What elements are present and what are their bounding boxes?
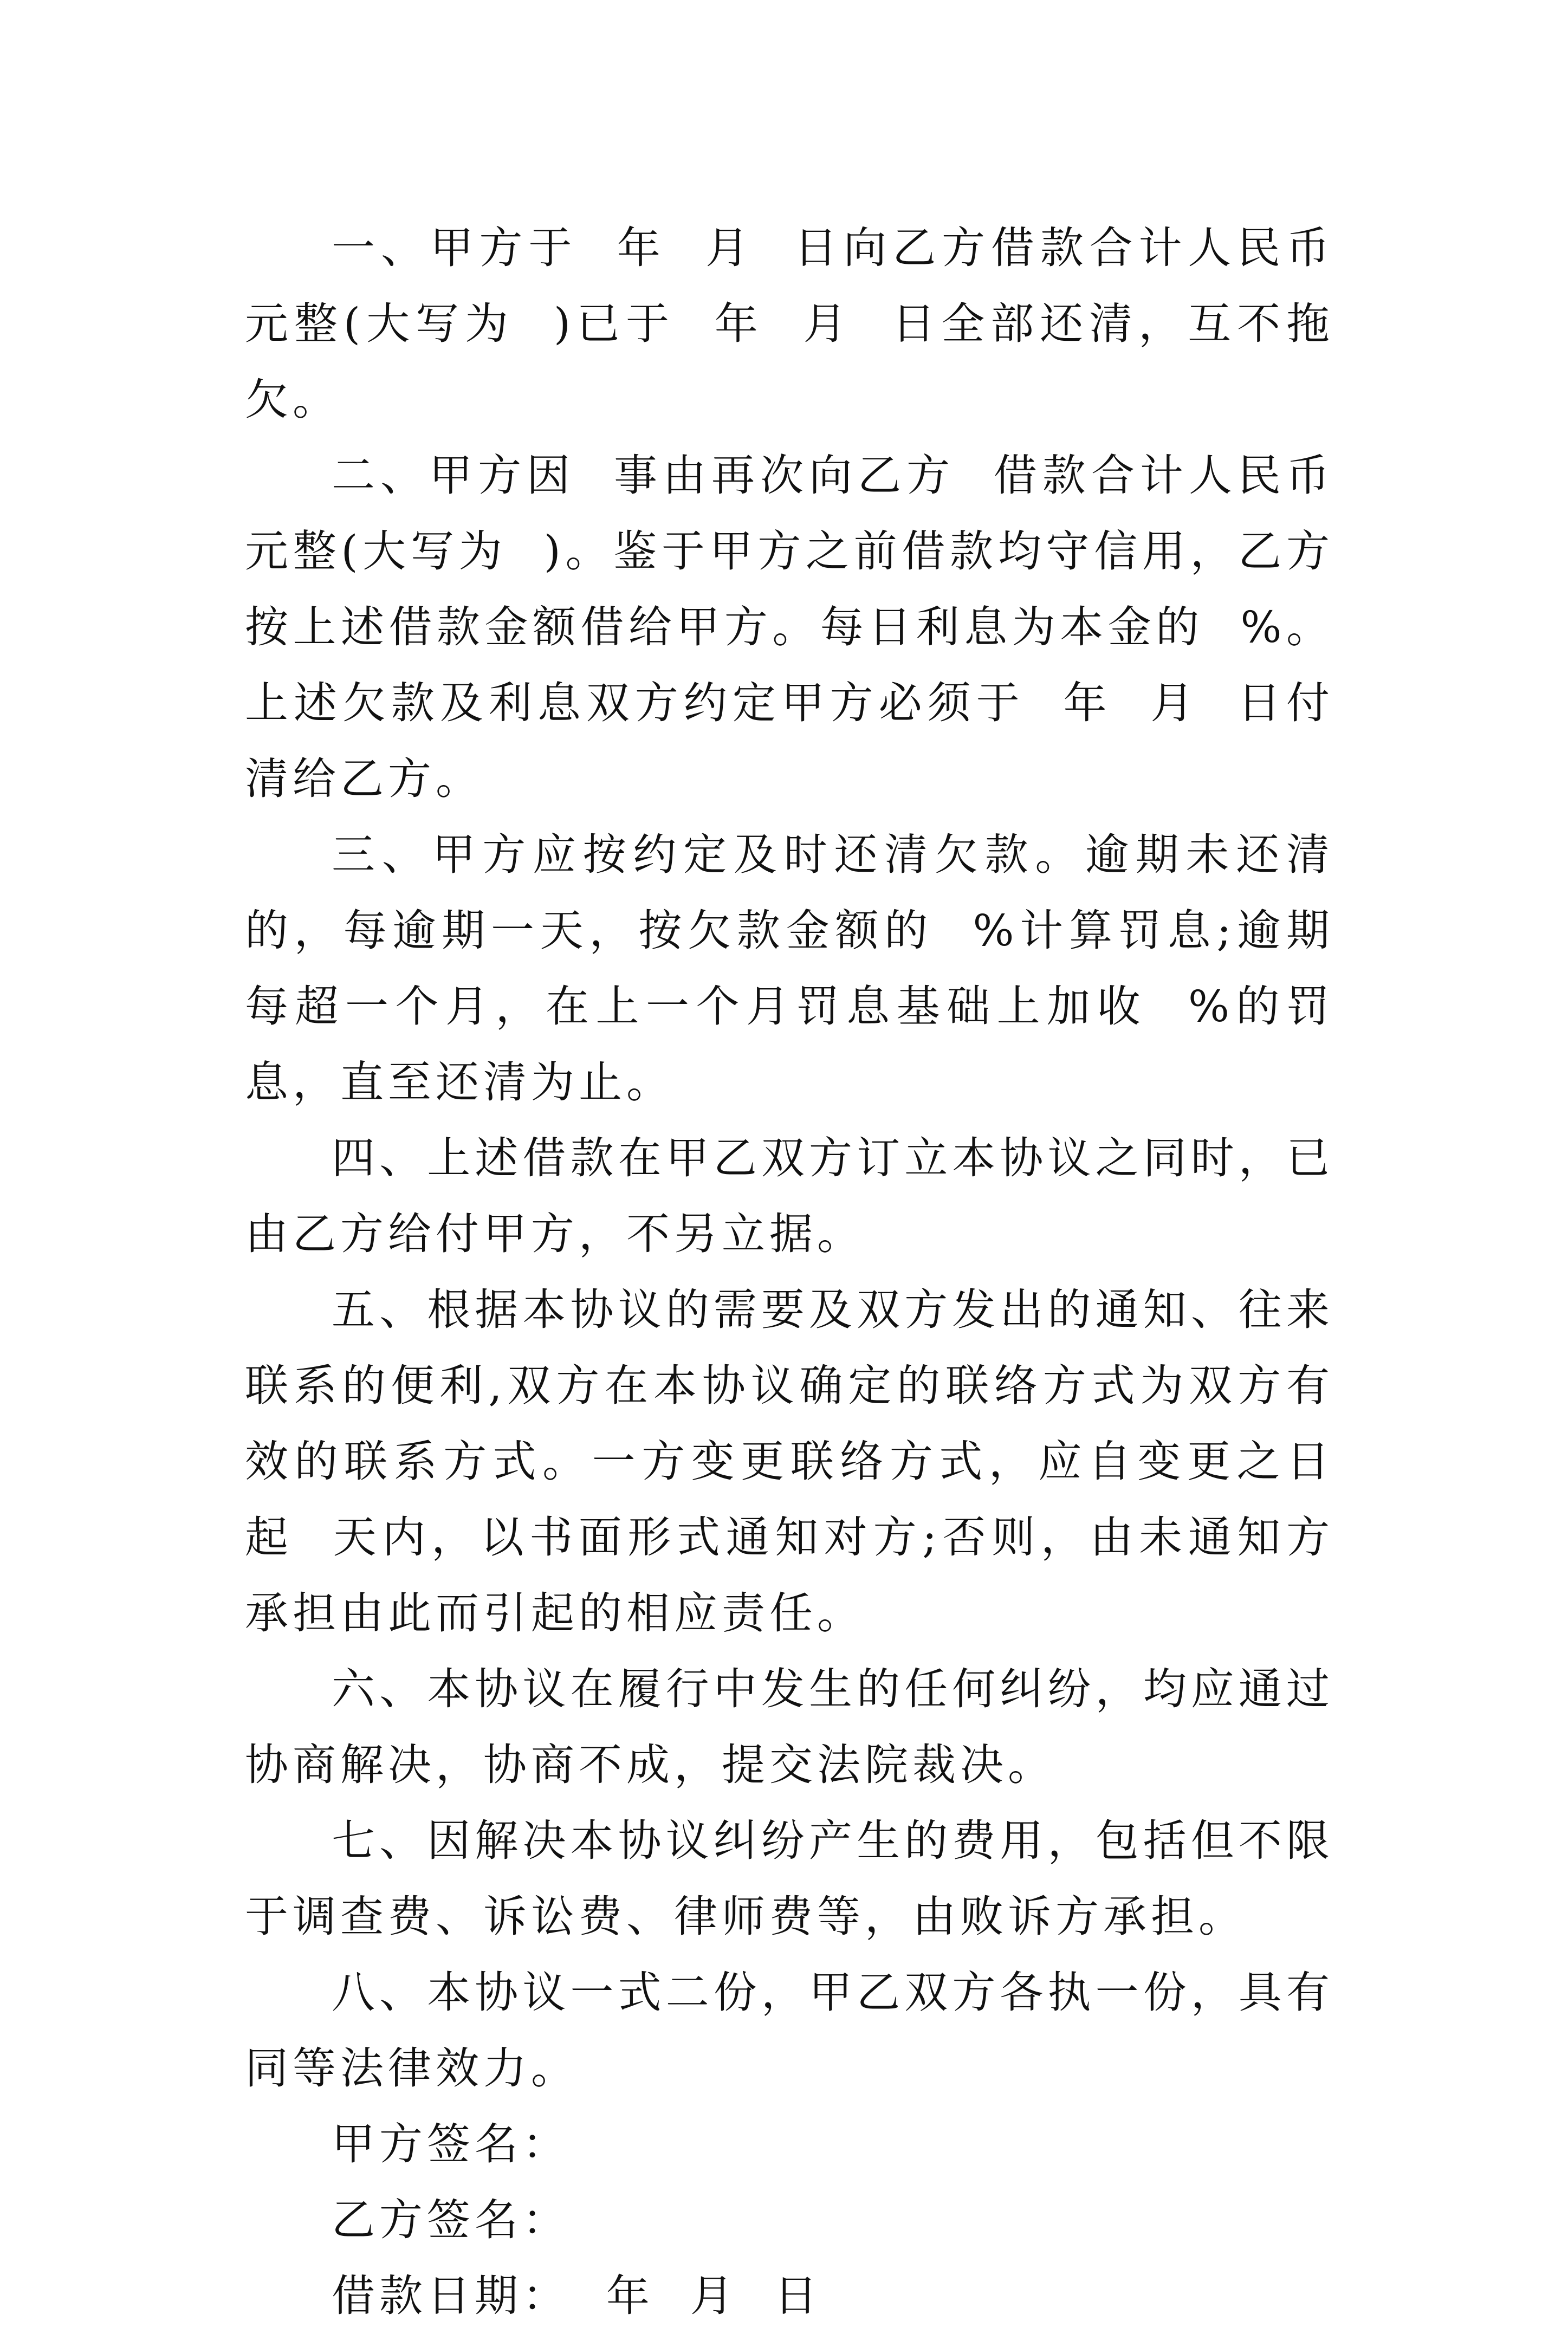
party-a-signature-label: 甲方签名： xyxy=(332,2119,570,2169)
loan-date-label: 借款日期： 年 月 日 xyxy=(332,2271,822,2321)
clause-8: 八、本协议一式二份，甲乙双方各执一份，具有同等法律效力。 xyxy=(245,1967,1334,2093)
clause-4: 四、上述借款在甲乙双方订立本协议之同时，已由乙方给付甲方，不另立据。 xyxy=(245,1133,1334,1259)
clause-6: 六、本协议在履行中发生的任何纠纷，均应通过协商解决，协商不成，提交法院裁决。 xyxy=(245,1664,1334,1790)
signature-block xyxy=(245,2106,1334,2334)
agreement-body xyxy=(245,210,1370,2334)
clause-5: 五、根据本协议的需要及双方发出的通知、往来联系的便利,双方在本协议确定的联络方式为双方有效的联系方式。一方变更联络方式，应自变更之日起 天内，以书面形式通知对方;否则，由未通知方承担由此而引起的相应责任。 xyxy=(245,1285,1334,1638)
clause-3: 三、甲方应按约定及时还清欠款。逾期未还清的，每逾期一天，按欠款金额的 %计算罚息;逾期每超一个月，在上一个月罚息基础上加收 %的罚息，直至还清为止。 xyxy=(245,829,1334,1107)
clause-7: 七、因解决本协议纠纷产生的费用，包括但不限于调查费、诉讼费、律师费等，由败诉方承担。 xyxy=(245,1816,1334,1942)
clause-2: 二、甲方因 事由再次向乙方 借款合计人民币 元整(大写为 )。鉴于甲方之前借款均守信用，乙方按上述借款金额借给甲方。每日利息为本金的 %。上述欠款及利息双方约定甲方必须于 年 月 日付清给乙方。 xyxy=(245,450,1370,804)
party-b-signature-label: 乙方签名： xyxy=(332,2195,570,2245)
clause-1: 一、甲方于 年 月 日向乙方借款合计人民币 元整(大写为 )已于 年 月 日全部还清，互不拖欠。 xyxy=(245,223,1370,425)
